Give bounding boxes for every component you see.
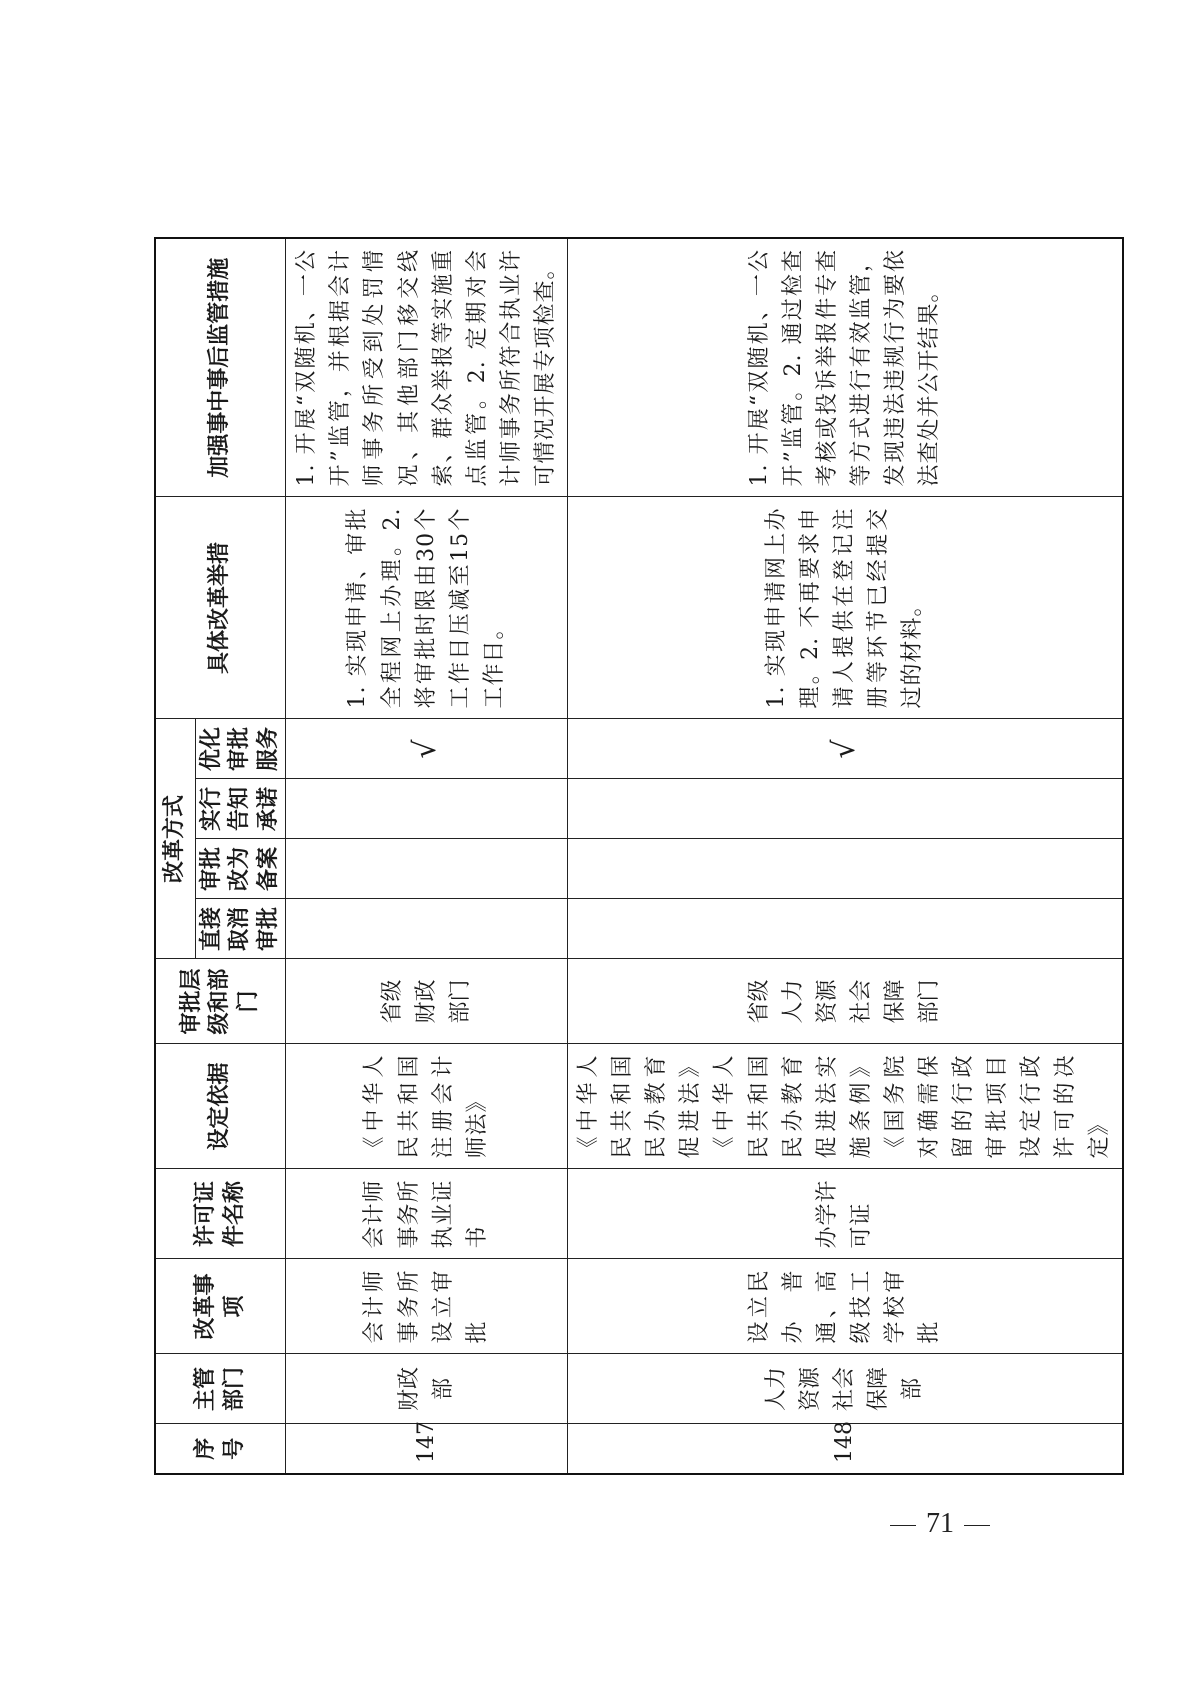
header-basis: 设定依据	[155, 1044, 286, 1169]
cell-level: 省级财政部门	[286, 959, 568, 1044]
cell-commit	[568, 779, 1123, 839]
cell-item: 设立民办普通、高级技工学校审批	[568, 1259, 1123, 1354]
cell-filing	[568, 839, 1123, 899]
cell-dept: 人力资源社会保障部	[568, 1354, 1123, 1424]
header-supervision: 加强事中事后监管措施	[155, 238, 286, 497]
cell-filing	[286, 839, 568, 899]
cell-level: 省级人力资源社会保障部门	[568, 959, 1123, 1044]
header-method-cancel: 直接取消审批	[195, 899, 286, 959]
cell-supervision: 1. 开展“双随机、一公开”监管，并根据会计师事务所受到处罚情况、其他部门移交线索、群众举报等实施重点监管。2. 定期对会计师事务所符合执业许可情况开展专项检查。	[286, 238, 568, 497]
cell-supervision: 1. 开展“双随机、一公开”监管。2. 通过检查考核或投诉举报件专查等方式进行有效监管，发现违法违规行为要依法查处并公开结果。	[568, 238, 1123, 497]
table-row	[286, 238, 568, 1474]
page-number-dash-left	[890, 1525, 916, 1526]
cell-item: 会计师事务所设立审批	[286, 1259, 568, 1354]
header-reform-group: 改革方式	[155, 719, 195, 959]
cell-cancel	[286, 899, 568, 959]
cell-measures: 1. 实现申请、审批全程网上办理。2. 将审批时限由30个工作日压减至15个工作日。	[286, 497, 568, 719]
cell-dept: 财政部	[286, 1354, 568, 1424]
table-row	[568, 238, 1123, 1474]
cell-commit	[286, 779, 568, 839]
cell-measures: 1. 实现申请网上办理。2. 不再要求申请人提供在登记注册等环节已经提交过的材料。	[568, 497, 1123, 719]
header-measures: 具体改革举措	[155, 497, 286, 719]
cell-license: 办学许可证	[568, 1169, 1123, 1259]
header-method-filing: 审批改为备案	[195, 839, 286, 899]
header-method-optimize: 优化审批服务	[195, 719, 286, 779]
cell-seq: 147	[286, 1424, 568, 1474]
cell-optimize-check: √	[286, 719, 568, 779]
header-method-commit: 实行告知承诺	[195, 779, 286, 839]
cell-optimize-check: √	[568, 719, 1123, 779]
page-number	[870, 1508, 1010, 1540]
cell-seq: 148	[568, 1424, 1123, 1474]
header-item: 改革事项	[155, 1259, 286, 1354]
header-level: 审批层级和部门	[155, 959, 286, 1044]
rotated-table-container	[154, 239, 1113, 1475]
header-license: 许可证件名称	[155, 1169, 286, 1259]
page-number-dash-right	[964, 1525, 990, 1526]
cell-basis: 《中华人民共和国注册会计师法》	[286, 1044, 568, 1169]
cell-basis: 《中华人民共和国民办教育促进法》《中华人民共和国民办教育促进法实施条例》《国务院对确需保留的行政审批项目设定行政许可的决定》	[568, 1044, 1123, 1169]
page-number-value: 71	[926, 1508, 954, 1539]
cell-cancel	[568, 899, 1123, 959]
cell-license: 会计师事务所执业证书	[286, 1169, 568, 1259]
header-dept: 主管部门	[155, 1354, 286, 1424]
reform-table	[154, 237, 1124, 1475]
header-seq: 序号	[155, 1424, 286, 1474]
